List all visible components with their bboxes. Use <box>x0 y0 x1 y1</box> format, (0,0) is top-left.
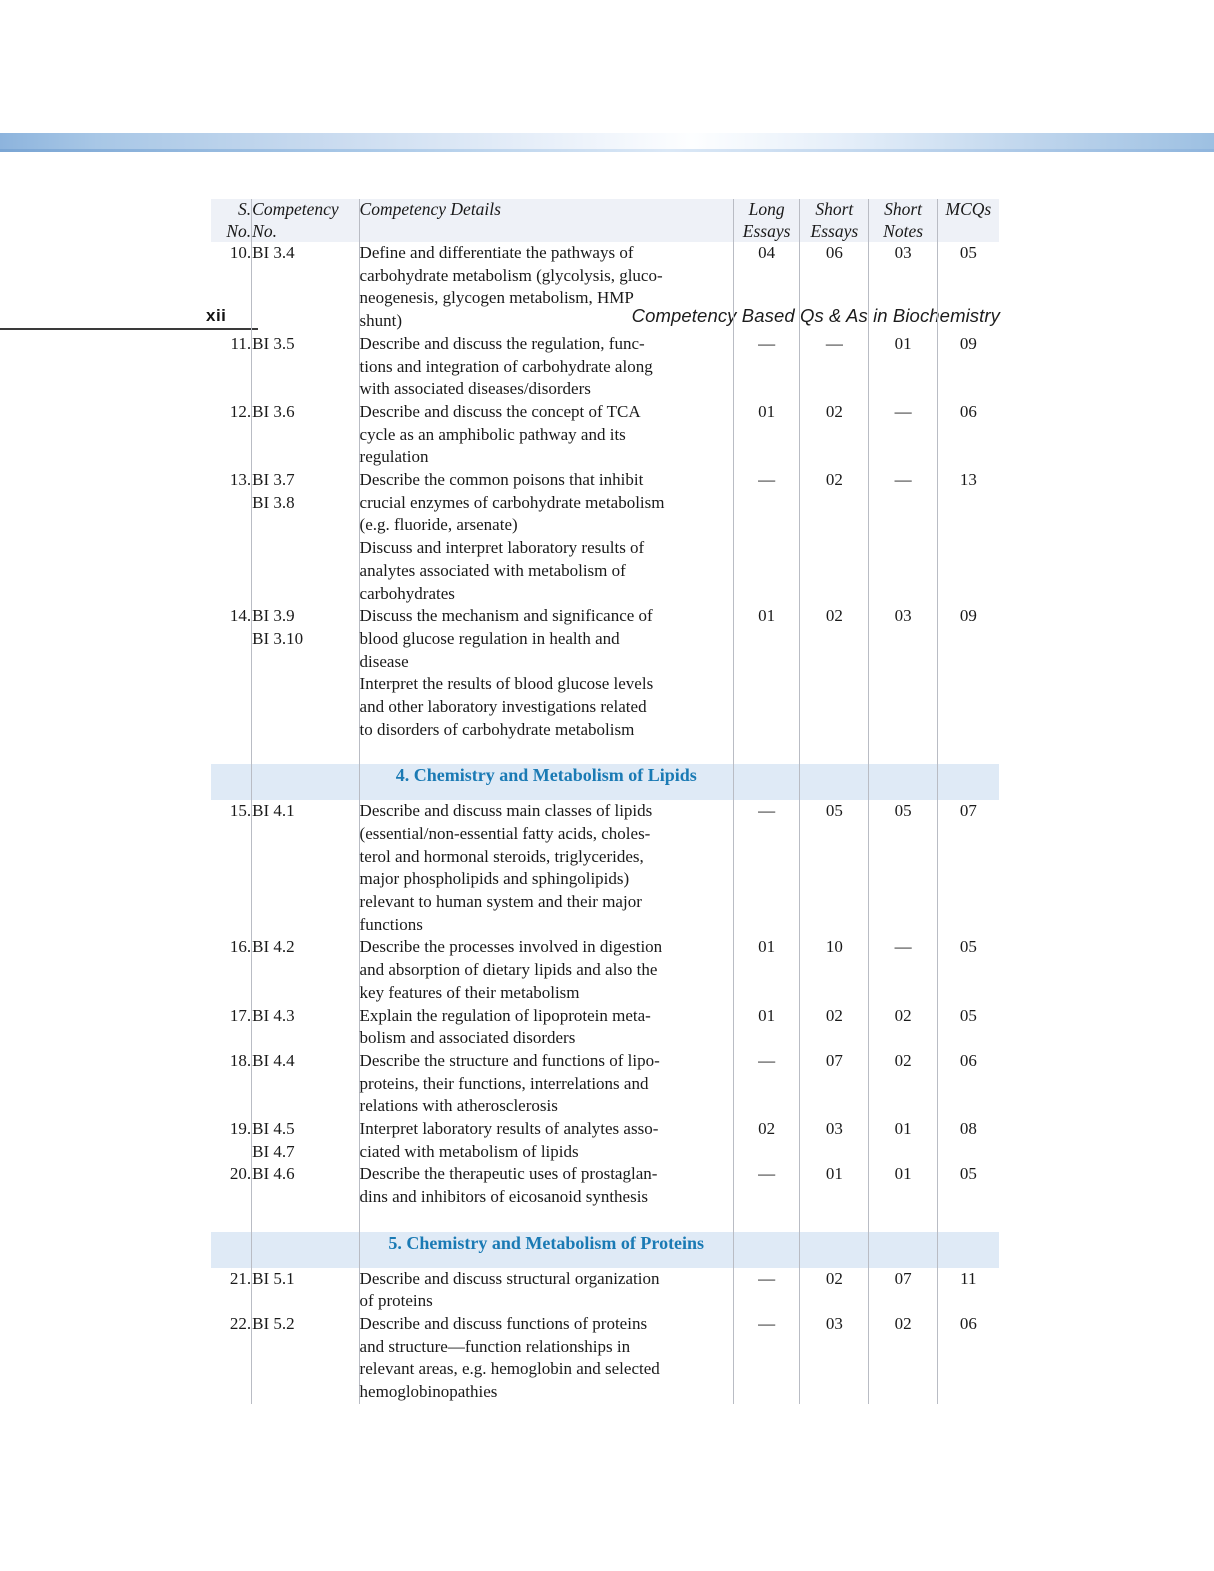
competency-code: BI 4.1 <box>252 801 295 821</box>
count-value: — <box>825 333 843 353</box>
count-value: 11 <box>960 1268 977 1288</box>
count-value: 02 <box>825 470 843 490</box>
competency-code: BI 3.5 <box>252 333 295 353</box>
cell-short-essays <box>800 242 869 333</box>
count-value: — <box>758 333 776 353</box>
detail-line: Describe and discuss functions of proteins <box>359 1313 648 1333</box>
table-row <box>211 1313 999 1404</box>
column-header-line: S. <box>238 199 252 219</box>
cell-mcqs <box>937 1005 999 1050</box>
detail-line: Describe the processes involved in digestion <box>359 937 663 957</box>
cell-competency-details <box>359 1163 733 1208</box>
competency-code: BI 3.10 <box>252 628 304 648</box>
spacer-cell <box>211 1209 252 1232</box>
competency-code: BI 4.7 <box>252 1141 295 1161</box>
detail-line: key features of their metabolism <box>359 982 580 1002</box>
column-header-long-essays <box>733 199 799 242</box>
detail-line: carbohydrate metabolism (glycolysis, gluco- <box>359 265 663 285</box>
cell-short-notes <box>869 469 937 605</box>
cell-long-essays <box>733 1005 799 1050</box>
competency-code: BI 3.8 <box>252 492 295 512</box>
column-header-line: Essays <box>742 220 791 241</box>
spacer-cell <box>252 1209 359 1232</box>
cell-short-notes <box>869 1118 937 1163</box>
cell-serial-number: 15. <box>211 800 252 936</box>
count-value: 02 <box>825 1005 843 1025</box>
cell-long-essays <box>733 1313 799 1404</box>
column-header-line: Notes <box>883 220 924 241</box>
competency-code: BI 3.7 <box>252 470 295 490</box>
cell-long-essays <box>733 1268 799 1313</box>
detail-line: Define and differentiate the pathways of <box>359 243 634 262</box>
detail-line: regulation <box>359 447 429 467</box>
detail-line: Discuss and interpret laboratory results of <box>359 538 645 558</box>
table-row <box>211 469 999 605</box>
cell-competency-number <box>252 800 359 936</box>
competency-table <box>211 199 999 1404</box>
count-value: — <box>758 1268 776 1288</box>
cell-competency-details <box>359 469 733 605</box>
count-value: 01 <box>894 1119 912 1139</box>
cell-competency-details <box>359 1313 733 1404</box>
cell-mcqs <box>937 401 999 469</box>
table-row <box>211 1163 999 1208</box>
column-header-line: Competency <box>252 199 339 219</box>
count-value: — <box>758 1313 776 1333</box>
column-header-competency <box>252 199 359 242</box>
column-header-line: MCQs <box>945 199 992 219</box>
detail-line: major phospholipids and sphingolipids) <box>359 869 630 889</box>
section-pad-cell <box>937 1232 999 1268</box>
cell-competency-details <box>359 1118 733 1163</box>
detail-line: Interpret the results of blood glucose levels <box>359 674 654 694</box>
table-row <box>211 401 999 469</box>
count-value: 05 <box>959 243 977 262</box>
count-value: 05 <box>959 1005 977 1025</box>
count-value: 01 <box>825 1164 843 1184</box>
detail-line: Explain the regulation of lipoprotein meta- <box>359 1005 651 1025</box>
detail-line: bolism and associated disorders <box>359 1028 576 1048</box>
column-header-line: Short <box>884 199 923 219</box>
column-header-line: Competency Details <box>359 199 501 219</box>
cell-competency-details <box>359 1050 733 1118</box>
count-value: 07 <box>959 801 977 821</box>
detail-line: Describe the therapeutic uses of prostaglan- <box>359 1164 658 1184</box>
count-value: 02 <box>894 1005 912 1025</box>
spacer-cell <box>937 741 999 764</box>
cell-competency-number <box>252 1005 359 1050</box>
cell-competency-number <box>252 1313 359 1404</box>
section-pad-cell <box>937 764 999 800</box>
cell-competency-number <box>252 936 359 1004</box>
cell-short-notes <box>869 242 937 333</box>
cell-short-essays <box>800 800 869 936</box>
column-header-details <box>359 199 733 242</box>
count-value: 01 <box>758 937 776 957</box>
cell-mcqs <box>937 1118 999 1163</box>
count-value: 01 <box>758 401 776 421</box>
cell-short-notes <box>869 800 937 936</box>
competency-code: BI 4.5 <box>252 1119 295 1139</box>
detail-line: ciated with metabolism of lipids <box>359 1141 579 1161</box>
count-value: 06 <box>959 1050 977 1070</box>
section-pad-cell <box>800 1232 869 1268</box>
cell-mcqs <box>937 936 999 1004</box>
count-value: 03 <box>825 1313 843 1333</box>
cell-serial-number: 13. <box>211 469 252 605</box>
cell-competency-number <box>252 333 359 401</box>
spacer-cell <box>733 1209 799 1232</box>
count-value: 02 <box>825 1268 843 1288</box>
cell-long-essays <box>733 1050 799 1118</box>
count-value: 08 <box>959 1119 977 1139</box>
table-row <box>211 1118 999 1163</box>
spacer-cell <box>359 741 733 764</box>
count-value: 05 <box>825 801 843 821</box>
table-row <box>211 605 999 741</box>
detail-line: with associated diseases/disorders <box>359 379 591 399</box>
count-value: — <box>894 937 912 957</box>
detail-line: dins and inhibitors of eicosanoid synthesis <box>359 1187 649 1207</box>
competency-code: BI 4.2 <box>252 937 295 957</box>
detail-line: Describe and discuss structural organization <box>359 1268 660 1288</box>
cell-short-notes <box>869 936 937 1004</box>
detail-line: and absorption of dietary lipids and also the <box>359 960 658 980</box>
column-header-line: No. <box>252 220 277 241</box>
count-value: 02 <box>825 401 843 421</box>
cell-competency-number <box>252 242 359 333</box>
cell-short-notes <box>869 333 937 401</box>
column-header-short-notes <box>869 199 937 242</box>
count-value: 13 <box>959 470 977 490</box>
count-value: 02 <box>894 1313 912 1333</box>
cell-competency-number <box>252 605 359 741</box>
cell-mcqs <box>937 469 999 605</box>
cell-competency-details <box>359 333 733 401</box>
cell-mcqs <box>937 242 999 333</box>
section-pad-cell <box>800 764 869 800</box>
detail-line: functions <box>359 914 423 934</box>
competency-code: BI 4.4 <box>252 1050 295 1070</box>
cell-serial-number: 17. <box>211 1005 252 1050</box>
cell-serial-number: 14. <box>211 605 252 741</box>
column-header-line: No. <box>226 220 252 241</box>
cell-long-essays <box>733 1163 799 1208</box>
cell-mcqs <box>937 1163 999 1208</box>
spacer-cell <box>733 741 799 764</box>
table-spacer-row <box>211 741 999 764</box>
cell-long-essays <box>733 242 799 333</box>
detail-line: and structure—function relationships in <box>359 1336 631 1356</box>
cell-short-essays <box>800 1118 869 1163</box>
cell-serial-number: 10. <box>211 242 252 333</box>
detail-line: analytes associated with metabolism of <box>359 560 626 580</box>
competency-code: BI 3.6 <box>252 401 295 421</box>
cell-short-notes <box>869 1005 937 1050</box>
cell-competency-details <box>359 605 733 741</box>
competency-code: BI 5.1 <box>252 1268 295 1288</box>
detail-line: Interpret laboratory results of analytes asso- <box>359 1119 659 1139</box>
count-value: 02 <box>825 606 843 626</box>
cell-competency-details <box>359 800 733 936</box>
spacer-cell <box>359 1209 733 1232</box>
count-value: 07 <box>825 1050 843 1070</box>
detail-line: shunt) <box>359 311 403 331</box>
table-spacer-row <box>211 1209 999 1232</box>
column-header-line: Long <box>748 199 785 219</box>
count-value: 06 <box>825 243 843 262</box>
detail-line: Describe the common poisons that inhibit <box>359 470 644 490</box>
count-value: 07 <box>894 1268 912 1288</box>
section-heading-title: 5. Chemistry and Metabolism of Proteins <box>359 1232 733 1268</box>
count-value: 04 <box>758 243 776 262</box>
cell-competency-details <box>359 936 733 1004</box>
competency-code: BI 4.3 <box>252 1005 295 1025</box>
cell-mcqs <box>937 800 999 936</box>
count-value: 01 <box>758 606 776 626</box>
cell-serial-number: 19. <box>211 1118 252 1163</box>
count-value: — <box>758 1050 776 1070</box>
cell-short-essays <box>800 1005 869 1050</box>
cell-competency-details <box>359 1268 733 1313</box>
column-header-line: Essays <box>810 220 859 241</box>
competency-code: BI 4.6 <box>252 1164 295 1184</box>
cell-long-essays <box>733 401 799 469</box>
table-header-row <box>211 199 999 242</box>
spacer-cell <box>937 1209 999 1232</box>
count-value: 01 <box>894 333 912 353</box>
column-header-short-essays <box>800 199 869 242</box>
count-value: 05 <box>894 801 912 821</box>
spacer-cell <box>800 1209 869 1232</box>
table-row <box>211 1268 999 1313</box>
count-value: 01 <box>894 1164 912 1184</box>
detail-line: Describe and discuss main classes of lipids <box>359 801 653 821</box>
table-row <box>211 333 999 401</box>
cell-competency-number <box>252 1050 359 1118</box>
spacer-cell <box>800 741 869 764</box>
cell-competency-number <box>252 1163 359 1208</box>
spacer-cell <box>211 741 252 764</box>
detail-line: and other laboratory investigations related <box>359 697 647 717</box>
detail-line: blood glucose regulation in health and <box>359 628 620 648</box>
detail-line: tions and integration of carbohydrate along <box>359 356 653 376</box>
cell-long-essays <box>733 1118 799 1163</box>
cell-competency-number <box>252 1118 359 1163</box>
count-value: 02 <box>758 1119 776 1139</box>
detail-line: neogenesis, glycogen metabolism, HMP <box>359 288 634 308</box>
detail-line: carbohydrates <box>359 583 455 603</box>
count-value: 09 <box>959 333 977 353</box>
count-value: 05 <box>959 937 977 957</box>
detail-line: cycle as an amphibolic pathway and its <box>359 424 626 444</box>
table-row <box>211 1005 999 1050</box>
competency-code: BI 3.9 <box>252 606 295 626</box>
column-header-line: Short <box>815 199 854 219</box>
cell-serial-number: 11. <box>211 333 252 401</box>
cell-short-essays <box>800 401 869 469</box>
cell-short-essays <box>800 1050 869 1118</box>
cell-short-essays <box>800 936 869 1004</box>
count-value: 03 <box>894 606 912 626</box>
count-value: 03 <box>894 243 912 262</box>
cell-short-essays <box>800 333 869 401</box>
table-row <box>211 936 999 1004</box>
column-header-s-no <box>211 199 252 242</box>
cell-mcqs <box>937 1050 999 1118</box>
count-value: 02 <box>894 1050 912 1070</box>
cell-serial-number: 20. <box>211 1163 252 1208</box>
detail-line: (e.g. fluoride, arsenate) <box>359 515 518 535</box>
section-pad-cell <box>733 1232 799 1268</box>
section-pad-cell <box>869 1232 937 1268</box>
count-value: 05 <box>959 1164 977 1184</box>
table-row <box>211 1050 999 1118</box>
cell-serial-number: 16. <box>211 936 252 1004</box>
section-pad-cell <box>211 764 252 800</box>
count-value: — <box>758 801 776 821</box>
detail-line: disease <box>359 651 409 671</box>
detail-line: Describe the structure and functions of lipo- <box>359 1050 660 1070</box>
cell-competency-number <box>252 469 359 605</box>
spacer-cell <box>869 1209 937 1232</box>
cell-short-notes <box>869 1313 937 1404</box>
detail-line: terol and hormonal steroids, triglycerides, <box>359 846 644 866</box>
detail-line: Describe and discuss the concept of TCA <box>359 401 641 421</box>
count-value: 03 <box>825 1119 843 1139</box>
table-row <box>211 242 999 333</box>
detail-line: Describe and discuss the regulation, func- <box>359 333 645 353</box>
cell-short-essays <box>800 469 869 605</box>
detail-line: crucial enzymes of carbohydrate metabolism <box>359 492 665 512</box>
count-value: — <box>758 470 776 490</box>
cell-competency-number <box>252 1268 359 1313</box>
cell-mcqs <box>937 333 999 401</box>
cell-mcqs <box>937 605 999 741</box>
section-heading-row <box>211 1232 999 1268</box>
section-pad-cell <box>211 1232 252 1268</box>
section-pad-cell <box>869 764 937 800</box>
spacer-cell <box>869 741 937 764</box>
count-value: 09 <box>959 606 977 626</box>
count-value: 01 <box>758 1005 776 1025</box>
cell-serial-number: 21. <box>211 1268 252 1313</box>
cell-short-essays <box>800 605 869 741</box>
count-value: — <box>894 470 912 490</box>
section-pad-cell <box>252 1232 359 1268</box>
cell-serial-number: 22. <box>211 1313 252 1404</box>
table-row <box>211 800 999 936</box>
count-value: 06 <box>959 1313 977 1333</box>
cell-serial-number: 12. <box>211 401 252 469</box>
cell-mcqs <box>937 1313 999 1404</box>
detail-line: Discuss the mechanism and significance of <box>359 606 653 626</box>
detail-line: hemoglobinopathies <box>359 1382 498 1402</box>
cell-long-essays <box>733 936 799 1004</box>
column-header-mcqs <box>937 199 999 242</box>
count-value: 10 <box>825 937 843 957</box>
detail-line: (essential/non-essential fatty acids, choles- <box>359 823 651 843</box>
detail-line: relevant areas, e.g. hemoglobin and selected <box>359 1359 660 1379</box>
detail-line: proteins, their functions, interrelations and <box>359 1073 649 1093</box>
cell-short-notes <box>869 1050 937 1118</box>
count-value: — <box>894 401 912 421</box>
cell-short-essays <box>800 1313 869 1404</box>
cell-short-notes <box>869 401 937 469</box>
cell-short-notes <box>869 605 937 741</box>
count-value: 06 <box>959 401 977 421</box>
cell-long-essays <box>733 469 799 605</box>
cell-short-essays <box>800 1268 869 1313</box>
detail-line: relations with atherosclerosis <box>359 1096 558 1116</box>
cell-competency-number <box>252 401 359 469</box>
page-number: xii <box>206 306 227 325</box>
cell-competency-details <box>359 401 733 469</box>
cell-long-essays <box>733 333 799 401</box>
running-head-title: Competency Based Qs & As in Biochemistry <box>631 305 1000 326</box>
section-heading-row <box>211 764 999 800</box>
detail-line: of proteins <box>359 1291 433 1311</box>
cell-mcqs <box>937 1268 999 1313</box>
section-pad-cell <box>733 764 799 800</box>
section-pad-cell <box>252 764 359 800</box>
cell-long-essays <box>733 605 799 741</box>
cell-competency-details <box>359 242 733 333</box>
count-value: — <box>758 1164 776 1184</box>
cell-serial-number: 18. <box>211 1050 252 1118</box>
cell-short-notes <box>869 1163 937 1208</box>
cell-competency-details <box>359 1005 733 1050</box>
header-accent-band <box>0 133 1214 150</box>
detail-line: to disorders of carbohydrate metabolism <box>359 719 635 739</box>
cell-long-essays <box>733 800 799 936</box>
competency-code: BI 5.2 <box>252 1313 295 1333</box>
spacer-cell <box>252 741 359 764</box>
detail-line: relevant to human system and their major <box>359 891 642 911</box>
section-heading-title: 4. Chemistry and Metabolism of Lipids <box>359 764 733 800</box>
cell-short-essays <box>800 1163 869 1208</box>
competency-code: BI 3.4 <box>252 243 295 262</box>
cell-short-notes <box>869 1268 937 1313</box>
